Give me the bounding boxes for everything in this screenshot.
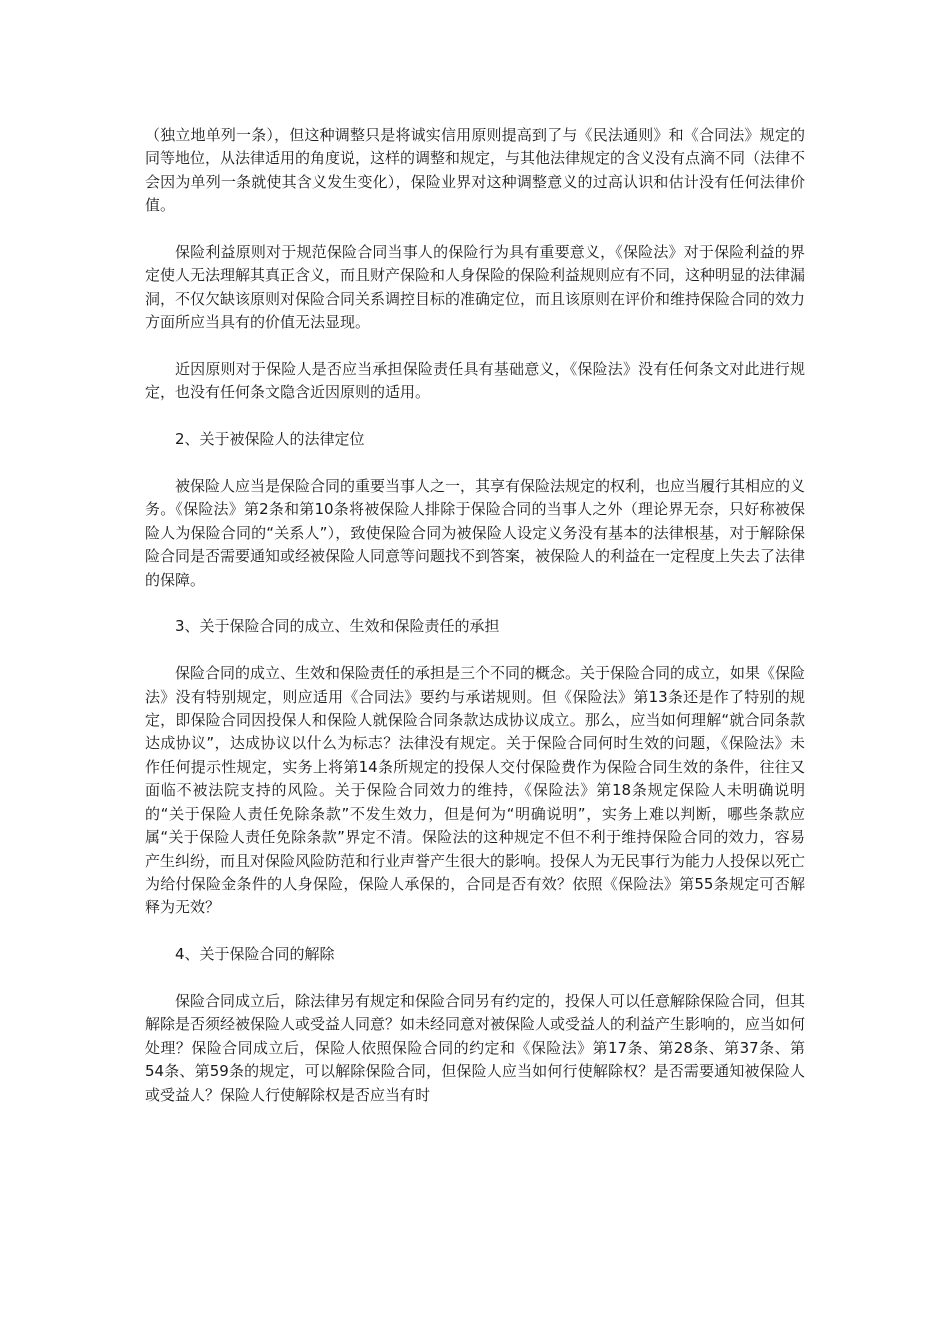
paragraph-contract-formation: 保险合同的成立、生效和保险责任的承担是三个不同的概念。关于保险合同的成立，如果《保险法》没有特别规定，则应适用《合同法》要约与承诺规则。但《保险法》第13条还是作了特别的规定，即保险合同因投保人和保险人就保险合同条款达成协议成立。那么，应当如何理解“就合同条款达成协议”，达成协议以什么为标志？法律没有规定。关于保险合同何时生效的问题，《保险法》未作任何提示性规定，实务上将第14条所规定的投保人交付保险费作为保险合同生效的条件，往往又面临不被法院支持的风险。关于保险合同效力的维持，《保险法》第18条规定保险人未明确说明的“关于保险人责任免除条款”不发生效力，但是何为“明确说明”，实务上难以判断，哪些条款应属“关于保险人责任免除条款”界定不清。保险法的这种规定不但不利于维持保险合同的效力，容易产生纠纷，而且对保险风险防范和行业声誉产生很大的影响。投保人为无民事行为能力人投保以死亡为给付保险金条件的人身保险，保险人承保的，合同是否有效？依照《保险法》第55条规定可否解释为无效？ <box>145 664 806 917</box>
section-heading-4: 4、关于保险合同的解除 <box>175 945 335 964</box>
section-heading-2: 2、关于被保险人的法律定位 <box>175 430 365 449</box>
paragraph-insured-status: 被保险人应当是保险合同的重要当事人之一，其享有保险法规定的权利，也应当履行其相应的义务。《保险法》第2条和第10条将被保险人排除于保险合同的当事人之外（理论界无奈，只好称被保险人为保险合同的“关系人”），致使保险合同为被保险人设定义务没有基本的法律根基，对于解除保险合同是否需要通知或经被保险人同意等问题找不到答案，被保险人的利益在一定程度上失去了法律的保障。 <box>145 477 806 589</box>
section-heading-3: 3、关于保险合同的成立、生效和保险责任的承担 <box>175 617 500 636</box>
document-page <box>145 124 805 1130</box>
paragraph-1: （独立地单列一条），但这种调整只是将诚实信用原则提高到了与《民法通则》和《合同法》规定的同等地位，从法律适用的角度说，这样的调整和规定，与其他法律规定的含义没有点滴不同（法律不会因为单列一条就使其含义发生变化），保险业界对这种调整意义的过高认识和估计没有任何法律价值。 <box>145 126 806 215</box>
paragraph-proximate-cause: 近因原则对于保险人是否应当承担保险责任具有基础意义，《保险法》没有任何条文对此进行规定，也没有任何条文隐含近因原则的适用。 <box>145 360 805 402</box>
paragraph-insurable-interest: 保险利益原则对于规范保险合同当事人的保险行为具有重要意义，《保险法》对于保险利益的界定使人无法理解其真正含义，而且财产保险和人身保险的保险利益规则应有不同，这种明显的法律漏洞，不仅欠缺该原则对保险合同关系调控目标的准确定位，而且该原则在评价和维持保险合同的效力方面所应当具有的价值无法显现。 <box>145 243 806 332</box>
paragraph-contract-termination: 保险合同成立后，除法律另有规定和保险合同另有约定的，投保人可以任意解除保险合同，但其解除是否须经被保险人或受益人同意？如未经同意对被保险人或受益人的利益产生影响的，应当如何处理？保险合同成立后，保险人依照保险合同的约定和《保险法》第17条、第28条、第37条、第54条、第59条的规定，可以解除保险合同，但保险人应当如何行使解除权？是否需要通知被保险人或受益人？保险人行使解除权是否应当有时 <box>145 991 806 1104</box>
